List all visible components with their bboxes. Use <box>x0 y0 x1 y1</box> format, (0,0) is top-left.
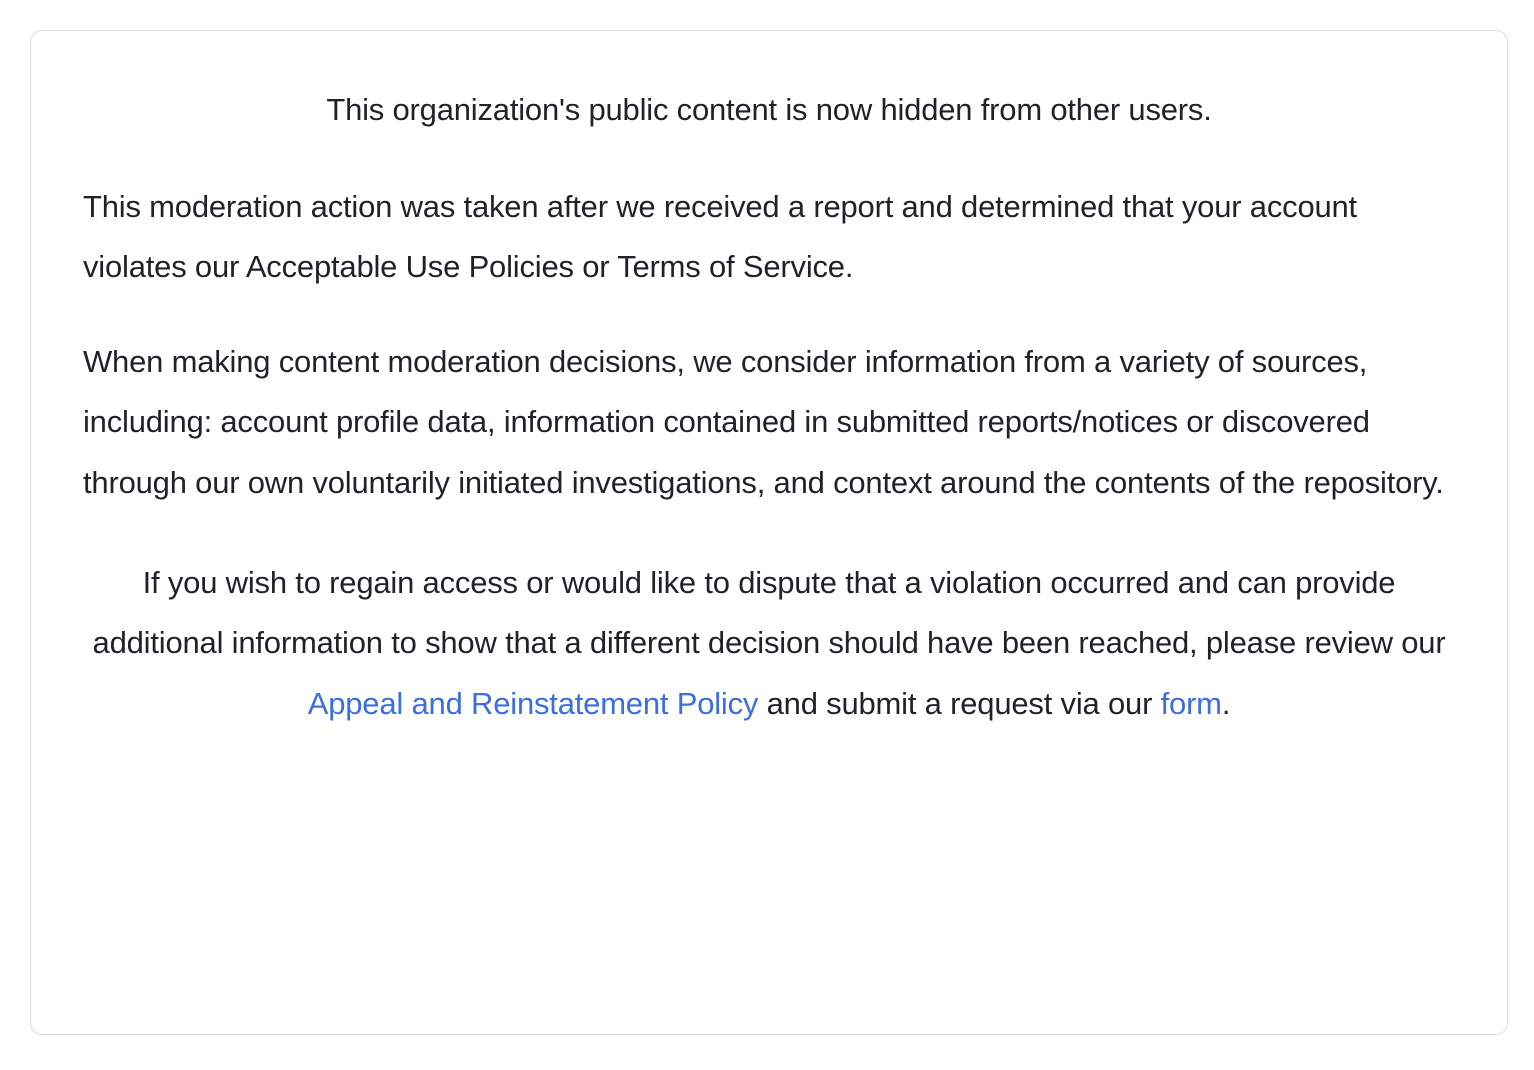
notice-paragraph-sources: When making content moderation decisions, we consider information from a variety of sources, including: account profile data, information contained in submitted reports/notices or discovered through our own voluntarily initiated investigations, and context around the contents of the repository. <box>83 343 1444 500</box>
appeal-text-after-link: . <box>1221 685 1231 721</box>
appeal-text-between-links: and submit a request via our <box>758 685 1161 721</box>
notice-appeal-text <box>83 553 1455 734</box>
appeal-text-before-link: If you wish to regain access or would like to dispute that a violation occurred and can provide additional information to show that a different decision should have been reached, please review our <box>92 565 1446 661</box>
appeal-and-reinstatement-policy-link[interactable]: Appeal and Reinstatement Policy <box>307 685 759 721</box>
notice-heading: This organization's public content is now hidden from other users. <box>326 92 1212 127</box>
moderation-notice-card <box>30 30 1508 1035</box>
form-link[interactable]: form <box>1160 685 1222 721</box>
notice-paragraph-reason: This moderation action was taken after we received a report and determined that your account violates our Acceptable Use Policies or Terms of Service. <box>83 188 1357 285</box>
